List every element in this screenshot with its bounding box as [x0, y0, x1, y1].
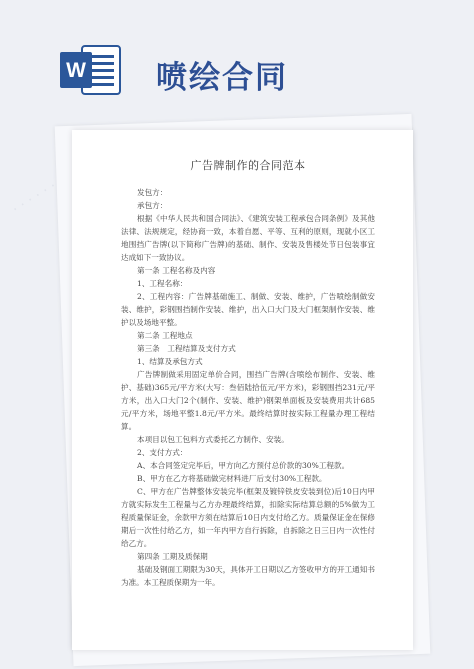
document-paragraph: 基础及钢面工期限为30天，具体开工日期以乙方签收甲方的开工通知书为准。本工程质保期为一年。: [121, 565, 375, 587]
document-paragraph: 广告牌制做采用固定单价合同，围挡广告牌(含喷绘布制作、安装、维护、基础)365元/平方米(大写：叁佰陆拾伍元/平方米)，彩钢围挡231元/平方米，出入口大门2个(制作、安装、维护)钢架单面板及安装费用共计685元/平方米，场地平整1.8元/平方米。最终结算时按实际工程量办理工程结算。: [121, 370, 375, 431]
document-paragraphs: [121, 186, 375, 589]
document-paragraph: 1、结算及承包方式: [137, 357, 203, 366]
document-paragraph: 2、支付方式：: [137, 448, 188, 457]
document-paragraph: 根据《中华人民共和国合同法》、《建筑安装工程承包合同条例》及其他法律、法规规定，经协商一致，本着自愿、平等、互利的原则，现就小区工地围挡广告牌(以下简称广告牌)的基础、制作、安装及售楼处节日包装事宜达成如下一致协议。: [121, 214, 375, 262]
document-paragraph: 2、工程内容：广告牌基础施工、制做、安装、维护，广告喷绘制做安装、维护，彩钢围挡制作安装、维护，出入口大门及大门框架制作安装、维护以及场地平整。: [121, 292, 375, 327]
document-paragraph: B、甲方在乙方将基础做完材料进厂后支付30%工程款。: [137, 474, 327, 483]
microsoft-word-icon: [60, 42, 122, 98]
document-body: [121, 158, 375, 589]
header-banner: [0, 0, 474, 128]
word-icon-letter: W: [66, 59, 86, 82]
document-paragraph: 第四条 工期及质保期: [137, 552, 208, 561]
document-paragraph: A、本合同签定完毕后，甲方向乙方预付总价款的30%工程款。: [137, 461, 350, 470]
document-paragraph: 第一条 工程名称及内容: [137, 266, 216, 275]
document-paragraph: C、甲方在广告牌整体安装完毕(框架及镀锌铁皮安装到位)后10日内甲方就实际发生工程量与乙方办理最终结算，扣除实际结算总额的5%做为工程质量保证金，余款甲方须在结算后10日内支付给乙方。质量保证金在保修期后一次性付给乙方，如一年内甲方自行拆除，自拆除之日三日内一次性付给乙方。: [121, 487, 375, 548]
document-paragraph: 本项目以包工包料方式委托乙方制作、安装。: [137, 435, 289, 444]
header-title: 喷绘合同: [156, 60, 288, 96]
document-paragraph: 发包方：: [137, 188, 168, 197]
document-paragraph: 承包方：: [137, 201, 168, 210]
document-paragraph: 第二条 工程地点: [137, 331, 193, 340]
document-paragraph: 1、工程名称：: [137, 279, 188, 288]
document-paragraph: 第三条 工程结算及支付方式: [137, 344, 236, 353]
watermark: · · · · · ·: [9, 178, 60, 218]
document-title: 广告牌制作的合同范本: [190, 159, 306, 172]
